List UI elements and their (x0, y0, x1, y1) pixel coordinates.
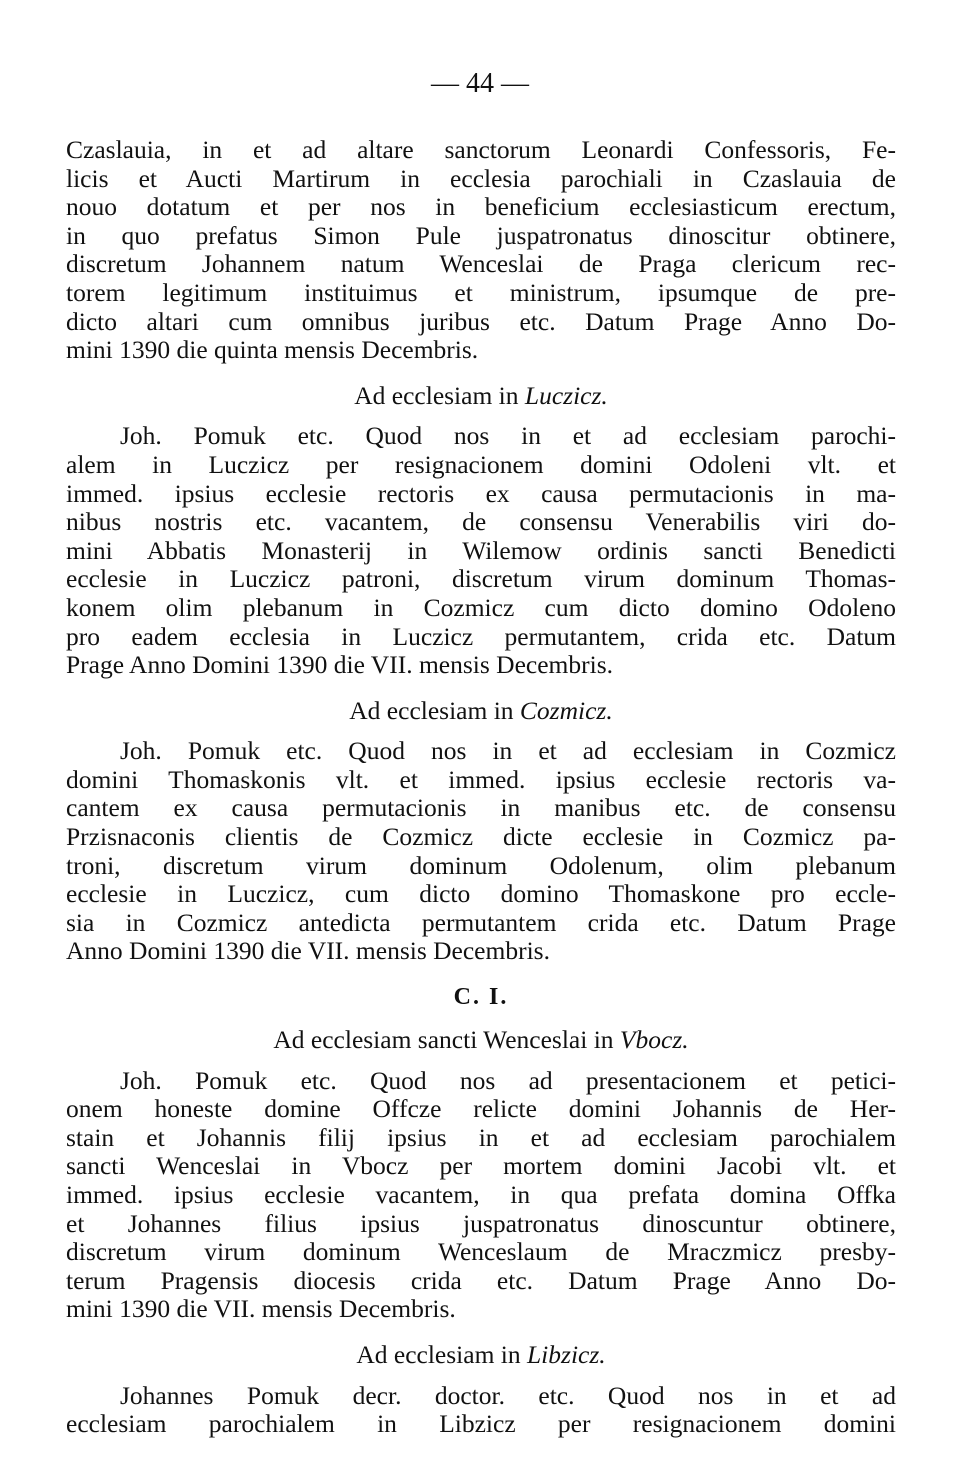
heading-place: Luczicz. (524, 380, 608, 410)
heading-luczicz (66, 382, 896, 411)
text-line: Joh. Pomuk etc. Quod nos in et ad ecclesiam in Cozmicz (120, 736, 896, 766)
text-line: Joh. Pomuk etc. Quod nos ad presentacionem et petici- (120, 1065, 896, 1095)
text-line: sancti Wenceslai in Vbocz per mortem domini Jacobi vlt. et (66, 1151, 896, 1181)
text-line: Anno Domini 1390 die VII. mensis Decembris. (66, 936, 550, 966)
text-line: in quo prefatus Simon Pule juspatronatus dinoscitur obtinere, (66, 220, 896, 250)
text-line: mini Abbatis Monasterij in Wilemow ordinis sancti Benedicti (66, 535, 896, 565)
paragraph-czaslauia (66, 136, 896, 365)
text-line: terum Pragensis diocesis crida etc. Datum Prage Anno Do- (66, 1265, 896, 1295)
text-line: nouo dotatum et per nos in beneficium ecclesiasticum erectum, (66, 192, 896, 222)
text-line: sia in Cozmicz antedicta permutantem crida etc. Datum Prage (66, 907, 896, 937)
text-line: immed. ipsius ecclesie vacantem, in qua prefata domina Offka (66, 1180, 896, 1209)
text-line: ecclesiam parochialem in Libzicz per resignacionem domini (66, 1409, 896, 1439)
heading-prefix: Ad ecclesiam in (349, 695, 520, 725)
body-text (66, 136, 896, 1439)
heading-cozmicz (66, 697, 896, 726)
text-line: licis et Aucti Martirum in ecclesia parochiali in Czaslauia de (66, 163, 896, 193)
heading-place: Vbocz. (619, 1025, 689, 1055)
text-line: nibus nostris etc. vacantem, de consensu Venerabilis viri do- (66, 507, 896, 537)
text-line: ecclesie in Luczicz patroni, discretum virum dominum Thomas- (66, 564, 896, 594)
text-line: Czaslauia, in et ad altare sanctorum Leonardi Confessoris, Fe- (66, 135, 896, 164)
text-line: Joh. Pomuk etc. Quod nos in et ad ecclesiam parochi- (120, 421, 896, 451)
text-line: ecclesie in Luczicz, cum dicto domino Thomaskone pro eccle- (66, 879, 896, 909)
heading-libzicz (66, 1341, 896, 1370)
text-line: stain et Johannis filij ipsius in et ad ecclesiam parochialem (66, 1122, 896, 1152)
paragraph-luczicz (66, 422, 896, 679)
text-line: alem in Luczicz per resignacionem domini Odoleni vlt. et (66, 449, 896, 479)
text-line: cantem ex causa permutacionis in manibus etc. de consensu (66, 793, 896, 823)
text-line: onem honeste domine Offcze relicte domini Johannis de Her- (66, 1094, 896, 1124)
heading-prefix: Ad ecclesiam sancti Wenceslai in (273, 1025, 620, 1055)
paragraph-vbocz (66, 1067, 896, 1324)
text-line: konem olim plebanum in Cozmicz cum dicto domino Odoleno (66, 592, 896, 622)
heading-place: Cozmicz. (519, 695, 613, 725)
heading-prefix: Ad ecclesiam in (354, 380, 525, 410)
text-line: Prage Anno Domini 1390 die VII. mensis Decembris. (66, 650, 613, 680)
text-line: Johannes Pomuk decr. doctor. etc. Quod nos in et ad (120, 1380, 896, 1410)
paragraph-libzicz (66, 1382, 896, 1439)
text-line: mini 1390 die VII. mensis Decembris. (66, 1294, 456, 1324)
text-line: mini 1390 die quinta mensis Decembris. (66, 335, 479, 365)
text-line: troni, discretum virum dominum Odolenum, olim plebanum (66, 850, 896, 880)
page-number: — 44 — (431, 68, 529, 99)
text-line: torem legitimum instituimus et ministrum, ipsumque de pre- (66, 277, 896, 307)
text-line: discretum Johannem natum Wenceslai de Praga clericum rec- (66, 249, 896, 279)
heading-place: Libzicz. (527, 1339, 606, 1369)
text-line: discretum virum dominum Wenceslaum de Mraczmicz presby- (66, 1237, 896, 1267)
text-line: pro eadem ecclesia in Luczicz permutantem, crida etc. Datum (66, 621, 896, 651)
text-line: et Johannes filius ipsius juspatronatus dinoscuntur obtinere, (66, 1208, 896, 1238)
heading-vbocz (66, 1026, 896, 1055)
text-line: dicto altari cum omnibus juribus etc. Datum Prage Anno Do- (66, 306, 896, 336)
text-line: domini Thomaskonis vlt. et immed. ipsius ecclesie rectoris va- (66, 764, 896, 794)
text-line: immed. ipsius ecclesie rectoris ex causa permutacionis in ma- (66, 478, 896, 508)
section-mark: C. I. (453, 984, 509, 1011)
paragraph-cozmicz (66, 737, 896, 966)
heading-prefix: Ad ecclesiam in (356, 1339, 527, 1369)
text-line: Przisnaconis clientis de Cozmicz dicte ecclesie in Cozmicz pa- (66, 822, 896, 852)
